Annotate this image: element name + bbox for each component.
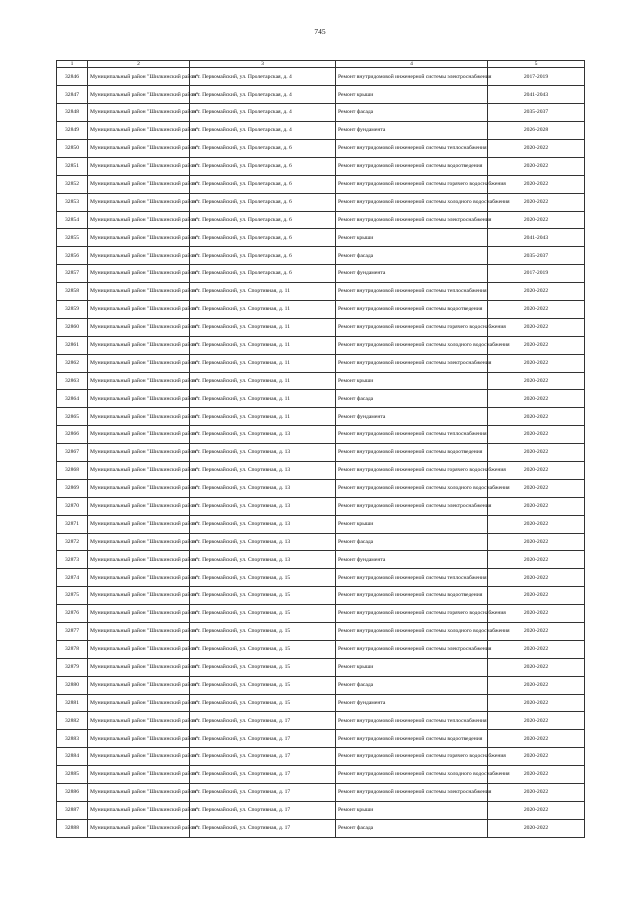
row-number-cell: 32880	[57, 676, 88, 694]
address-cell: пгт. Первомайский, ул. Спортивная, д. 13	[190, 462, 336, 480]
repair-schedule-table	[56, 60, 585, 838]
period-cell: 2020-2022	[488, 515, 585, 533]
address-cell: пгт. Первомайский, ул. Спортивная, д. 17	[190, 748, 336, 766]
period-cell: 2020-2022	[488, 354, 585, 372]
work-type-cell: Ремонт фасада	[336, 676, 488, 694]
period-cell: 2020-2022	[488, 139, 585, 157]
table-row	[57, 68, 585, 86]
row-number-cell: 32859	[57, 300, 88, 318]
table-row	[57, 408, 585, 426]
address-cell: пгт. Первомайский, ул. Спортивная, д. 11	[190, 372, 336, 390]
work-type-cell: Ремонт внутридомовой инженерной системы холодного водоснабжения	[336, 336, 488, 354]
period-cell: 2020-2022	[488, 211, 585, 229]
work-type-cell: Ремонт внутридомовой инженерной системы горячего водоснабжения	[336, 748, 488, 766]
table-row	[57, 605, 585, 623]
work-type-cell: Ремонт внутридомовой инженерной системы электроснабжения	[336, 640, 488, 658]
row-number-cell: 32879	[57, 658, 88, 676]
table-row	[57, 247, 585, 265]
address-cell: пгт. Первомайский, ул. Пролетарская, д. 6	[190, 265, 336, 283]
work-type-cell: Ремонт крыши	[336, 801, 488, 819]
work-type-cell: Ремонт фасада	[336, 819, 488, 837]
municipality-cell: Муниципальный район "Шилкинский район"	[88, 354, 190, 372]
work-type-cell: Ремонт внутридомовой инженерной системы горячего водоснабжения	[336, 605, 488, 623]
period-cell: 2020-2022	[488, 784, 585, 802]
work-type-cell: Ремонт внутридомовой инженерной системы холодного водоснабжения	[336, 479, 488, 497]
column-header-1: 1	[57, 61, 88, 68]
municipality-cell: Муниципальный район "Шилкинский район"	[88, 497, 190, 515]
row-number-cell: 32856	[57, 247, 88, 265]
period-cell: 2020-2022	[488, 336, 585, 354]
municipality-cell: Муниципальный район "Шилкинский район"	[88, 86, 190, 104]
address-cell: пгт. Первомайский, ул. Пролетарская, д. 6	[190, 139, 336, 157]
work-type-cell: Ремонт внутридомовой инженерной системы электроснабжения	[336, 784, 488, 802]
row-number-cell: 32862	[57, 354, 88, 372]
work-type-cell: Ремонт внутридомовой инженерной системы электроснабжения	[336, 497, 488, 515]
row-number-cell: 32875	[57, 587, 88, 605]
table-row	[57, 712, 585, 730]
address-cell: пгт. Первомайский, ул. Спортивная, д. 11	[190, 318, 336, 336]
address-cell: пгт. Первомайский, ул. Пролетарская, д. 6	[190, 175, 336, 193]
address-cell: пгт. Первомайский, ул. Спортивная, д. 17	[190, 801, 336, 819]
work-type-cell: Ремонт внутридомовой инженерной системы водоотведения	[336, 730, 488, 748]
municipality-cell: Муниципальный район "Шилкинский район"	[88, 479, 190, 497]
address-cell: пгт. Первомайский, ул. Спортивная, д. 11	[190, 408, 336, 426]
row-number-cell: 32867	[57, 444, 88, 462]
row-number-cell: 32887	[57, 801, 88, 819]
work-type-cell: Ремонт внутридомовой инженерной системы теплоснабжения	[336, 139, 488, 157]
table-row	[57, 497, 585, 515]
row-number-cell: 32869	[57, 479, 88, 497]
municipality-cell: Муниципальный район "Шилкинский район"	[88, 551, 190, 569]
address-cell: пгт. Первомайский, ул. Спортивная, д. 15	[190, 640, 336, 658]
work-type-cell: Ремонт внутридомовой инженерной системы электроснабжения	[336, 354, 488, 372]
work-type-cell: Ремонт фундамента	[336, 408, 488, 426]
municipality-cell: Муниципальный район "Шилкинский район"	[88, 819, 190, 837]
municipality-cell: Муниципальный район "Шилкинский район"	[88, 640, 190, 658]
period-cell: 2020-2022	[488, 730, 585, 748]
table-row	[57, 551, 585, 569]
period-cell: 2020-2022	[488, 497, 585, 515]
work-type-cell: Ремонт крыши	[336, 86, 488, 104]
municipality-cell: Муниципальный район "Шилкинский район"	[88, 300, 190, 318]
row-number-cell: 32848	[57, 104, 88, 122]
municipality-cell: Муниципальный район "Шилкинский район"	[88, 712, 190, 730]
address-cell: пгт. Первомайский, ул. Спортивная, д. 15	[190, 569, 336, 587]
municipality-cell: Муниципальный район "Шилкинский район"	[88, 623, 190, 641]
table-row	[57, 748, 585, 766]
table-row	[57, 104, 585, 122]
address-cell: пгт. Первомайский, ул. Спортивная, д. 11	[190, 336, 336, 354]
row-number-cell: 32878	[57, 640, 88, 658]
row-number-cell: 32884	[57, 748, 88, 766]
period-cell: 2020-2022	[488, 748, 585, 766]
municipality-cell: Муниципальный район "Шилкинский район"	[88, 658, 190, 676]
address-cell: пгт. Первомайский, ул. Спортивная, д. 15	[190, 605, 336, 623]
address-cell: пгт. Первомайский, ул. Спортивная, д. 13	[190, 444, 336, 462]
table-row	[57, 587, 585, 605]
address-cell: пгт. Первомайский, ул. Пролетарская, д. 4	[190, 68, 336, 86]
municipality-cell: Муниципальный район "Шилкинский район"	[88, 229, 190, 247]
period-cell: 2020-2022	[488, 640, 585, 658]
municipality-cell: Муниципальный район "Шилкинский район"	[88, 730, 190, 748]
period-cell: 2020-2022	[488, 193, 585, 211]
work-type-cell: Ремонт фасада	[336, 533, 488, 551]
address-cell: пгт. Первомайский, ул. Спортивная, д. 15	[190, 658, 336, 676]
work-type-cell: Ремонт внутридомовой инженерной системы теплоснабжения	[336, 283, 488, 301]
period-cell: 2020-2022	[488, 801, 585, 819]
work-type-cell: Ремонт внутридомовой инженерной системы водоотведения	[336, 300, 488, 318]
table-row	[57, 175, 585, 193]
period-cell: 2020-2022	[488, 712, 585, 730]
table-row	[57, 318, 585, 336]
work-type-cell: Ремонт крыши	[336, 658, 488, 676]
municipality-cell: Муниципальный район "Шилкинский район"	[88, 694, 190, 712]
municipality-cell: Муниципальный район "Шилкинский район"	[88, 801, 190, 819]
address-cell: пгт. Первомайский, ул. Спортивная, д. 13	[190, 479, 336, 497]
municipality-cell: Муниципальный район "Шилкинский район"	[88, 462, 190, 480]
table-row	[57, 801, 585, 819]
work-type-cell: Ремонт внутридомовой инженерной системы электроснабжения	[336, 211, 488, 229]
row-number-cell: 32872	[57, 533, 88, 551]
row-number-cell: 32888	[57, 819, 88, 837]
work-type-cell: Ремонт внутридомовой инженерной системы горячего водоснабжения	[336, 318, 488, 336]
table-row	[57, 640, 585, 658]
municipality-cell: Муниципальный район "Шилкинский район"	[88, 157, 190, 175]
row-number-cell: 32873	[57, 551, 88, 569]
table-body	[57, 68, 585, 837]
work-type-cell: Ремонт фундамента	[336, 694, 488, 712]
row-number-cell: 32885	[57, 766, 88, 784]
row-number-cell: 32860	[57, 318, 88, 336]
address-cell: пгт. Первомайский, ул. Спортивная, д. 17	[190, 730, 336, 748]
period-cell: 2020-2022	[488, 479, 585, 497]
row-number-cell: 32864	[57, 390, 88, 408]
table-row	[57, 766, 585, 784]
address-cell: пгт. Первомайский, ул. Пролетарская, д. 6	[190, 157, 336, 175]
work-type-cell: Ремонт фундамента	[336, 122, 488, 140]
period-cell: 2020-2022	[488, 300, 585, 318]
row-number-cell: 32876	[57, 605, 88, 623]
work-type-cell: Ремонт внутридомовой инженерной системы горячего водоснабжения	[336, 462, 488, 480]
work-type-cell: Ремонт внутридомовой инженерной системы водоотведения	[336, 157, 488, 175]
period-cell: 2026-2028	[488, 122, 585, 140]
table-row	[57, 229, 585, 247]
table-row	[57, 354, 585, 372]
period-cell: 2020-2022	[488, 408, 585, 426]
municipality-cell: Муниципальный район "Шилкинский район"	[88, 211, 190, 229]
period-cell: 2020-2022	[488, 587, 585, 605]
row-number-cell: 32877	[57, 623, 88, 641]
work-type-cell: Ремонт внутридомовой инженерной системы холодного водоснабжения	[336, 766, 488, 784]
table-row	[57, 444, 585, 462]
table-row	[57, 139, 585, 157]
address-cell: пгт. Первомайский, ул. Спортивная, д. 11	[190, 390, 336, 408]
row-number-cell: 32858	[57, 283, 88, 301]
row-number-cell: 32882	[57, 712, 88, 730]
column-header-4: 4	[336, 61, 488, 68]
table-row	[57, 730, 585, 748]
period-cell: 2041-2043	[488, 86, 585, 104]
work-type-cell: Ремонт внутридомовой инженерной системы холодного водоснабжения	[336, 193, 488, 211]
work-type-cell: Ремонт крыши	[336, 515, 488, 533]
period-cell: 2020-2022	[488, 390, 585, 408]
row-number-cell: 32852	[57, 175, 88, 193]
address-cell: пгт. Первомайский, ул. Спортивная, д. 15	[190, 623, 336, 641]
row-number-cell: 32855	[57, 229, 88, 247]
municipality-cell: Муниципальный район "Шилкинский район"	[88, 676, 190, 694]
address-cell: пгт. Первомайский, ул. Пролетарская, д. 6	[190, 247, 336, 265]
municipality-cell: Муниципальный район "Шилкинский район"	[88, 336, 190, 354]
municipality-cell: Муниципальный район "Шилкинский район"	[88, 265, 190, 283]
page-number: 745	[314, 27, 326, 36]
work-type-cell: Ремонт крыши	[336, 372, 488, 390]
address-cell: пгт. Первомайский, ул. Спортивная, д. 13	[190, 497, 336, 515]
municipality-cell: Муниципальный район "Шилкинский район"	[88, 372, 190, 390]
table-row	[57, 533, 585, 551]
address-cell: пгт. Первомайский, ул. Спортивная, д. 11	[190, 300, 336, 318]
municipality-cell: Муниципальный район "Шилкинский район"	[88, 515, 190, 533]
period-cell: 2020-2022	[488, 426, 585, 444]
period-cell: 2020-2022	[488, 623, 585, 641]
period-cell: 2020-2022	[488, 462, 585, 480]
period-cell: 2020-2022	[488, 569, 585, 587]
address-cell: пгт. Первомайский, ул. Спортивная, д. 13	[190, 551, 336, 569]
address-cell: пгт. Первомайский, ул. Спортивная, д. 13	[190, 533, 336, 551]
period-cell: 2020-2022	[488, 175, 585, 193]
work-type-cell: Ремонт внутридомовой инженерной системы водоотведения	[336, 444, 488, 462]
row-number-cell: 32881	[57, 694, 88, 712]
municipality-cell: Муниципальный район "Шилкинский район"	[88, 390, 190, 408]
work-type-cell: Ремонт фасада	[336, 247, 488, 265]
row-number-cell: 32861	[57, 336, 88, 354]
row-number-cell: 32874	[57, 569, 88, 587]
table-row	[57, 676, 585, 694]
period-cell: 2035-2037	[488, 247, 585, 265]
column-header-3: 3	[190, 61, 336, 68]
table-row	[57, 157, 585, 175]
address-cell: пгт. Первомайский, ул. Спортивная, д. 17	[190, 784, 336, 802]
period-cell: 2020-2022	[488, 444, 585, 462]
row-number-cell: 32883	[57, 730, 88, 748]
table-row	[57, 515, 585, 533]
row-number-cell: 32846	[57, 68, 88, 86]
work-type-cell: Ремонт внутридомовой инженерной системы теплоснабжения	[336, 712, 488, 730]
work-type-cell: Ремонт внутридомовой инженерной системы теплоснабжения	[336, 569, 488, 587]
address-cell: пгт. Первомайский, ул. Спортивная, д. 11	[190, 283, 336, 301]
period-cell: 2020-2022	[488, 766, 585, 784]
table-row	[57, 390, 585, 408]
row-number-cell: 32863	[57, 372, 88, 390]
address-cell: пгт. Первомайский, ул. Спортивная, д. 13	[190, 426, 336, 444]
period-cell: 2020-2022	[488, 533, 585, 551]
period-cell: 2017-2019	[488, 265, 585, 283]
work-type-cell: Ремонт фасада	[336, 390, 488, 408]
municipality-cell: Муниципальный район "Шилкинский район"	[88, 193, 190, 211]
work-type-cell: Ремонт внутридомовой инженерной системы холодного водоснабжения	[336, 623, 488, 641]
table-row	[57, 265, 585, 283]
address-cell: пгт. Первомайский, ул. Пролетарская, д. 4	[190, 104, 336, 122]
table-row	[57, 193, 585, 211]
period-cell: 2020-2022	[488, 157, 585, 175]
address-cell: пгт. Первомайский, ул. Пролетарская, д. 6	[190, 229, 336, 247]
period-cell: 2041-2043	[488, 229, 585, 247]
municipality-cell: Муниципальный район "Шилкинский район"	[88, 283, 190, 301]
table-row	[57, 300, 585, 318]
municipality-cell: Муниципальный район "Шилкинский район"	[88, 569, 190, 587]
table-row	[57, 819, 585, 837]
row-number-cell: 32853	[57, 193, 88, 211]
municipality-cell: Муниципальный район "Шилкинский район"	[88, 318, 190, 336]
row-number-cell: 32865	[57, 408, 88, 426]
address-cell: пгт. Первомайский, ул. Спортивная, д. 15	[190, 694, 336, 712]
municipality-cell: Муниципальный район "Шилкинский район"	[88, 139, 190, 157]
municipality-cell: Муниципальный район "Шилкинский район"	[88, 68, 190, 86]
table-row	[57, 462, 585, 480]
row-number-cell: 32849	[57, 122, 88, 140]
table-row	[57, 426, 585, 444]
address-cell: пгт. Первомайский, ул. Спортивная, д. 17	[190, 819, 336, 837]
table-row	[57, 479, 585, 497]
period-cell: 2020-2022	[488, 318, 585, 336]
municipality-cell: Муниципальный район "Шилкинский район"	[88, 533, 190, 551]
table-row	[57, 336, 585, 354]
column-header-2: 2	[88, 61, 190, 68]
period-cell: 2017-2019	[488, 68, 585, 86]
work-type-cell: Ремонт внутридомовой инженерной системы теплоснабжения	[336, 426, 488, 444]
row-number-cell: 32870	[57, 497, 88, 515]
row-number-cell: 32850	[57, 139, 88, 157]
table-row	[57, 283, 585, 301]
table-row	[57, 122, 585, 140]
municipality-cell: Муниципальный район "Шилкинский район"	[88, 587, 190, 605]
table-row	[57, 86, 585, 104]
municipality-cell: Муниципальный район "Шилкинский район"	[88, 408, 190, 426]
work-type-cell: Ремонт фундамента	[336, 551, 488, 569]
municipality-cell: Муниципальный район "Шилкинский район"	[88, 104, 190, 122]
table-row	[57, 372, 585, 390]
municipality-cell: Муниципальный район "Шилкинский район"	[88, 605, 190, 623]
work-type-cell: Ремонт фундамента	[336, 265, 488, 283]
work-type-cell: Ремонт внутридомовой инженерной системы электроснабжения	[336, 68, 488, 86]
municipality-cell: Муниципальный район "Шилкинский район"	[88, 784, 190, 802]
address-cell: пгт. Первомайский, ул. Спортивная, д. 13	[190, 515, 336, 533]
row-number-cell: 32866	[57, 426, 88, 444]
work-type-cell: Ремонт фасада	[336, 104, 488, 122]
address-cell: пгт. Первомайский, ул. Спортивная, д. 11	[190, 354, 336, 372]
column-header-5: 5	[488, 61, 585, 68]
period-cell: 2020-2022	[488, 658, 585, 676]
period-cell: 2020-2022	[488, 694, 585, 712]
municipality-cell: Муниципальный район "Шилкинский район"	[88, 748, 190, 766]
period-cell: 2020-2022	[488, 676, 585, 694]
table-row	[57, 784, 585, 802]
period-cell: 2020-2022	[488, 283, 585, 301]
address-cell: пгт. Первомайский, ул. Пролетарская, д. 4	[190, 122, 336, 140]
address-cell: пгт. Первомайский, ул. Спортивная, д. 15	[190, 676, 336, 694]
address-cell: пгт. Первомайский, ул. Спортивная, д. 17	[190, 766, 336, 784]
table-row	[57, 658, 585, 676]
row-number-cell: 32857	[57, 265, 88, 283]
address-cell: пгт. Первомайский, ул. Спортивная, д. 15	[190, 587, 336, 605]
row-number-cell: 32868	[57, 462, 88, 480]
column-number-row	[57, 61, 585, 68]
address-cell: пгт. Первомайский, ул. Пролетарская, д. 6	[190, 211, 336, 229]
municipality-cell: Муниципальный район "Шилкинский район"	[88, 122, 190, 140]
period-cell: 2020-2022	[488, 605, 585, 623]
municipality-cell: Муниципальный район "Шилкинский район"	[88, 175, 190, 193]
address-cell: пгт. Первомайский, ул. Пролетарская, д. 6	[190, 193, 336, 211]
municipality-cell: Муниципальный район "Шилкинский район"	[88, 426, 190, 444]
period-cell: 2035-2037	[488, 104, 585, 122]
municipality-cell: Муниципальный район "Шилкинский район"	[88, 444, 190, 462]
municipality-cell: Муниципальный район "Шилкинский район"	[88, 766, 190, 784]
period-cell: 2020-2022	[488, 819, 585, 837]
municipality-cell: Муниципальный район "Шилкинский район"	[88, 247, 190, 265]
table-row	[57, 694, 585, 712]
work-type-cell: Ремонт крыши	[336, 229, 488, 247]
address-cell: пгт. Первомайский, ул. Спортивная, д. 17	[190, 712, 336, 730]
period-cell: 2020-2022	[488, 372, 585, 390]
row-number-cell: 32886	[57, 784, 88, 802]
row-number-cell: 32847	[57, 86, 88, 104]
table-row	[57, 569, 585, 587]
row-number-cell: 32871	[57, 515, 88, 533]
work-type-cell: Ремонт внутридомовой инженерной системы водоотведения	[336, 587, 488, 605]
address-cell: пгт. Первомайский, ул. Пролетарская, д. 4	[190, 86, 336, 104]
period-cell: 2020-2022	[488, 551, 585, 569]
table-row	[57, 623, 585, 641]
row-number-cell: 32854	[57, 211, 88, 229]
work-type-cell: Ремонт внутридомовой инженерной системы горячего водоснабжения	[336, 175, 488, 193]
table-row	[57, 211, 585, 229]
row-number-cell: 32851	[57, 157, 88, 175]
